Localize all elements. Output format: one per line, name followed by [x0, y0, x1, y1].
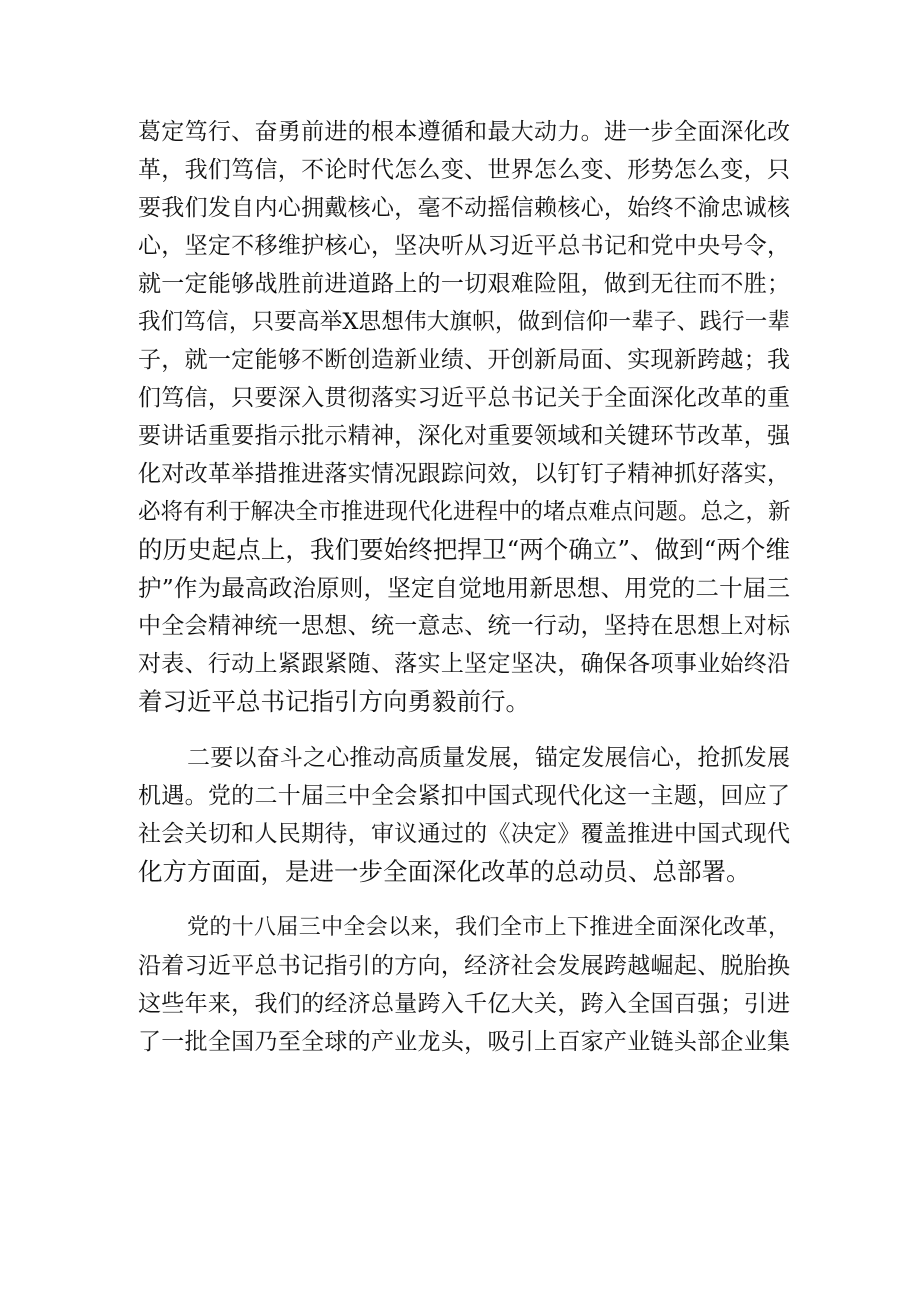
text-line: 们笃信，只要深入贯彻落实习近平总书记关于全面深化改革的重 [138, 385, 790, 411]
text-line: 二要以奋斗之心推动高质量发展，锚定发展信心，抢抓发展 [187, 745, 790, 771]
text-line: 化对改革举措推进落实情况跟踪问效，以钉钉子精神抓好落实， [138, 461, 790, 487]
text-line: 革，我们笃信，不论时代怎么变、世界怎么变、形势怎么变，只 [138, 157, 790, 183]
text-line: 了一批全国乃至全球的产业龙头，吸引上百家产业链头部企业集 [138, 1029, 790, 1055]
text-line: 党的十八届三中全会以来，我们全市上下推进全面深化改革， [187, 915, 790, 940]
text-line: 必将有利于解决全市推进现代化进程中的堵点难点问题。总之，新 [138, 499, 791, 525]
text-line: 心，坚定不移维护核心，坚决听从习近平总书记和党中央号令， [138, 233, 790, 259]
text-line: 就一定能够战胜前进道路上的一切艰难险阻，做到无往而不胜； [138, 271, 790, 297]
text-line: 社会关切和人民期待，审议通过的《决定》覆盖推进中国式现代 [138, 821, 790, 847]
text-line: 这些年来，我们的经济总量跨入千亿大关，跨入全国百强；引进 [138, 991, 790, 1017]
text-line: 机遇。党的二十届三中全会紧扣中国式现代化这一主题，回应了 [138, 783, 790, 809]
text-line: 沿着习近平总书记指引的方向，经济社会发展跨越崛起、脱胎换 [138, 953, 790, 979]
text-line: 对表、行动上紧跟紧随、落实上坚定坚决，确保各项事业始终沿 [138, 651, 790, 677]
text-line: 子，就一定能够不断创造新业绩、开创新局面、实现新跨越；我 [138, 347, 790, 373]
text-line: 中全会精神统一思想、统一意志、统一行动，坚持在思想上对标 [138, 613, 790, 639]
text-line: 化方方面面，是进一步全面深化改革的总动员、总部署。 [138, 857, 751, 886]
text-line: 要我们发自内心拥戴核心，毫不动摇信赖核心，始终不渝忠诚核 [138, 195, 790, 221]
text-line: 要讲话重要指示批示精神，深化对重要领域和关键环节改革，强 [138, 423, 790, 449]
text-line: 的历史起点上，我们要始终把捍卫“两个确立”、做到“两个维 [138, 535, 790, 564]
text-line: 葛定笃行、奋勇前进的根本遵循和最大动力。进一步全面深化改 [138, 119, 790, 145]
text-line: 着习近平总书记指引方向勇毅前行。 [138, 687, 530, 716]
text-line: 我们笃信，只要高举X思想伟大旗帜，做到信仰一辈子、践行一辈 [138, 309, 790, 335]
text-line: 护”作为最高政治原则，坚定自觉地用新思想、用党的二十届三 [138, 574, 790, 602]
